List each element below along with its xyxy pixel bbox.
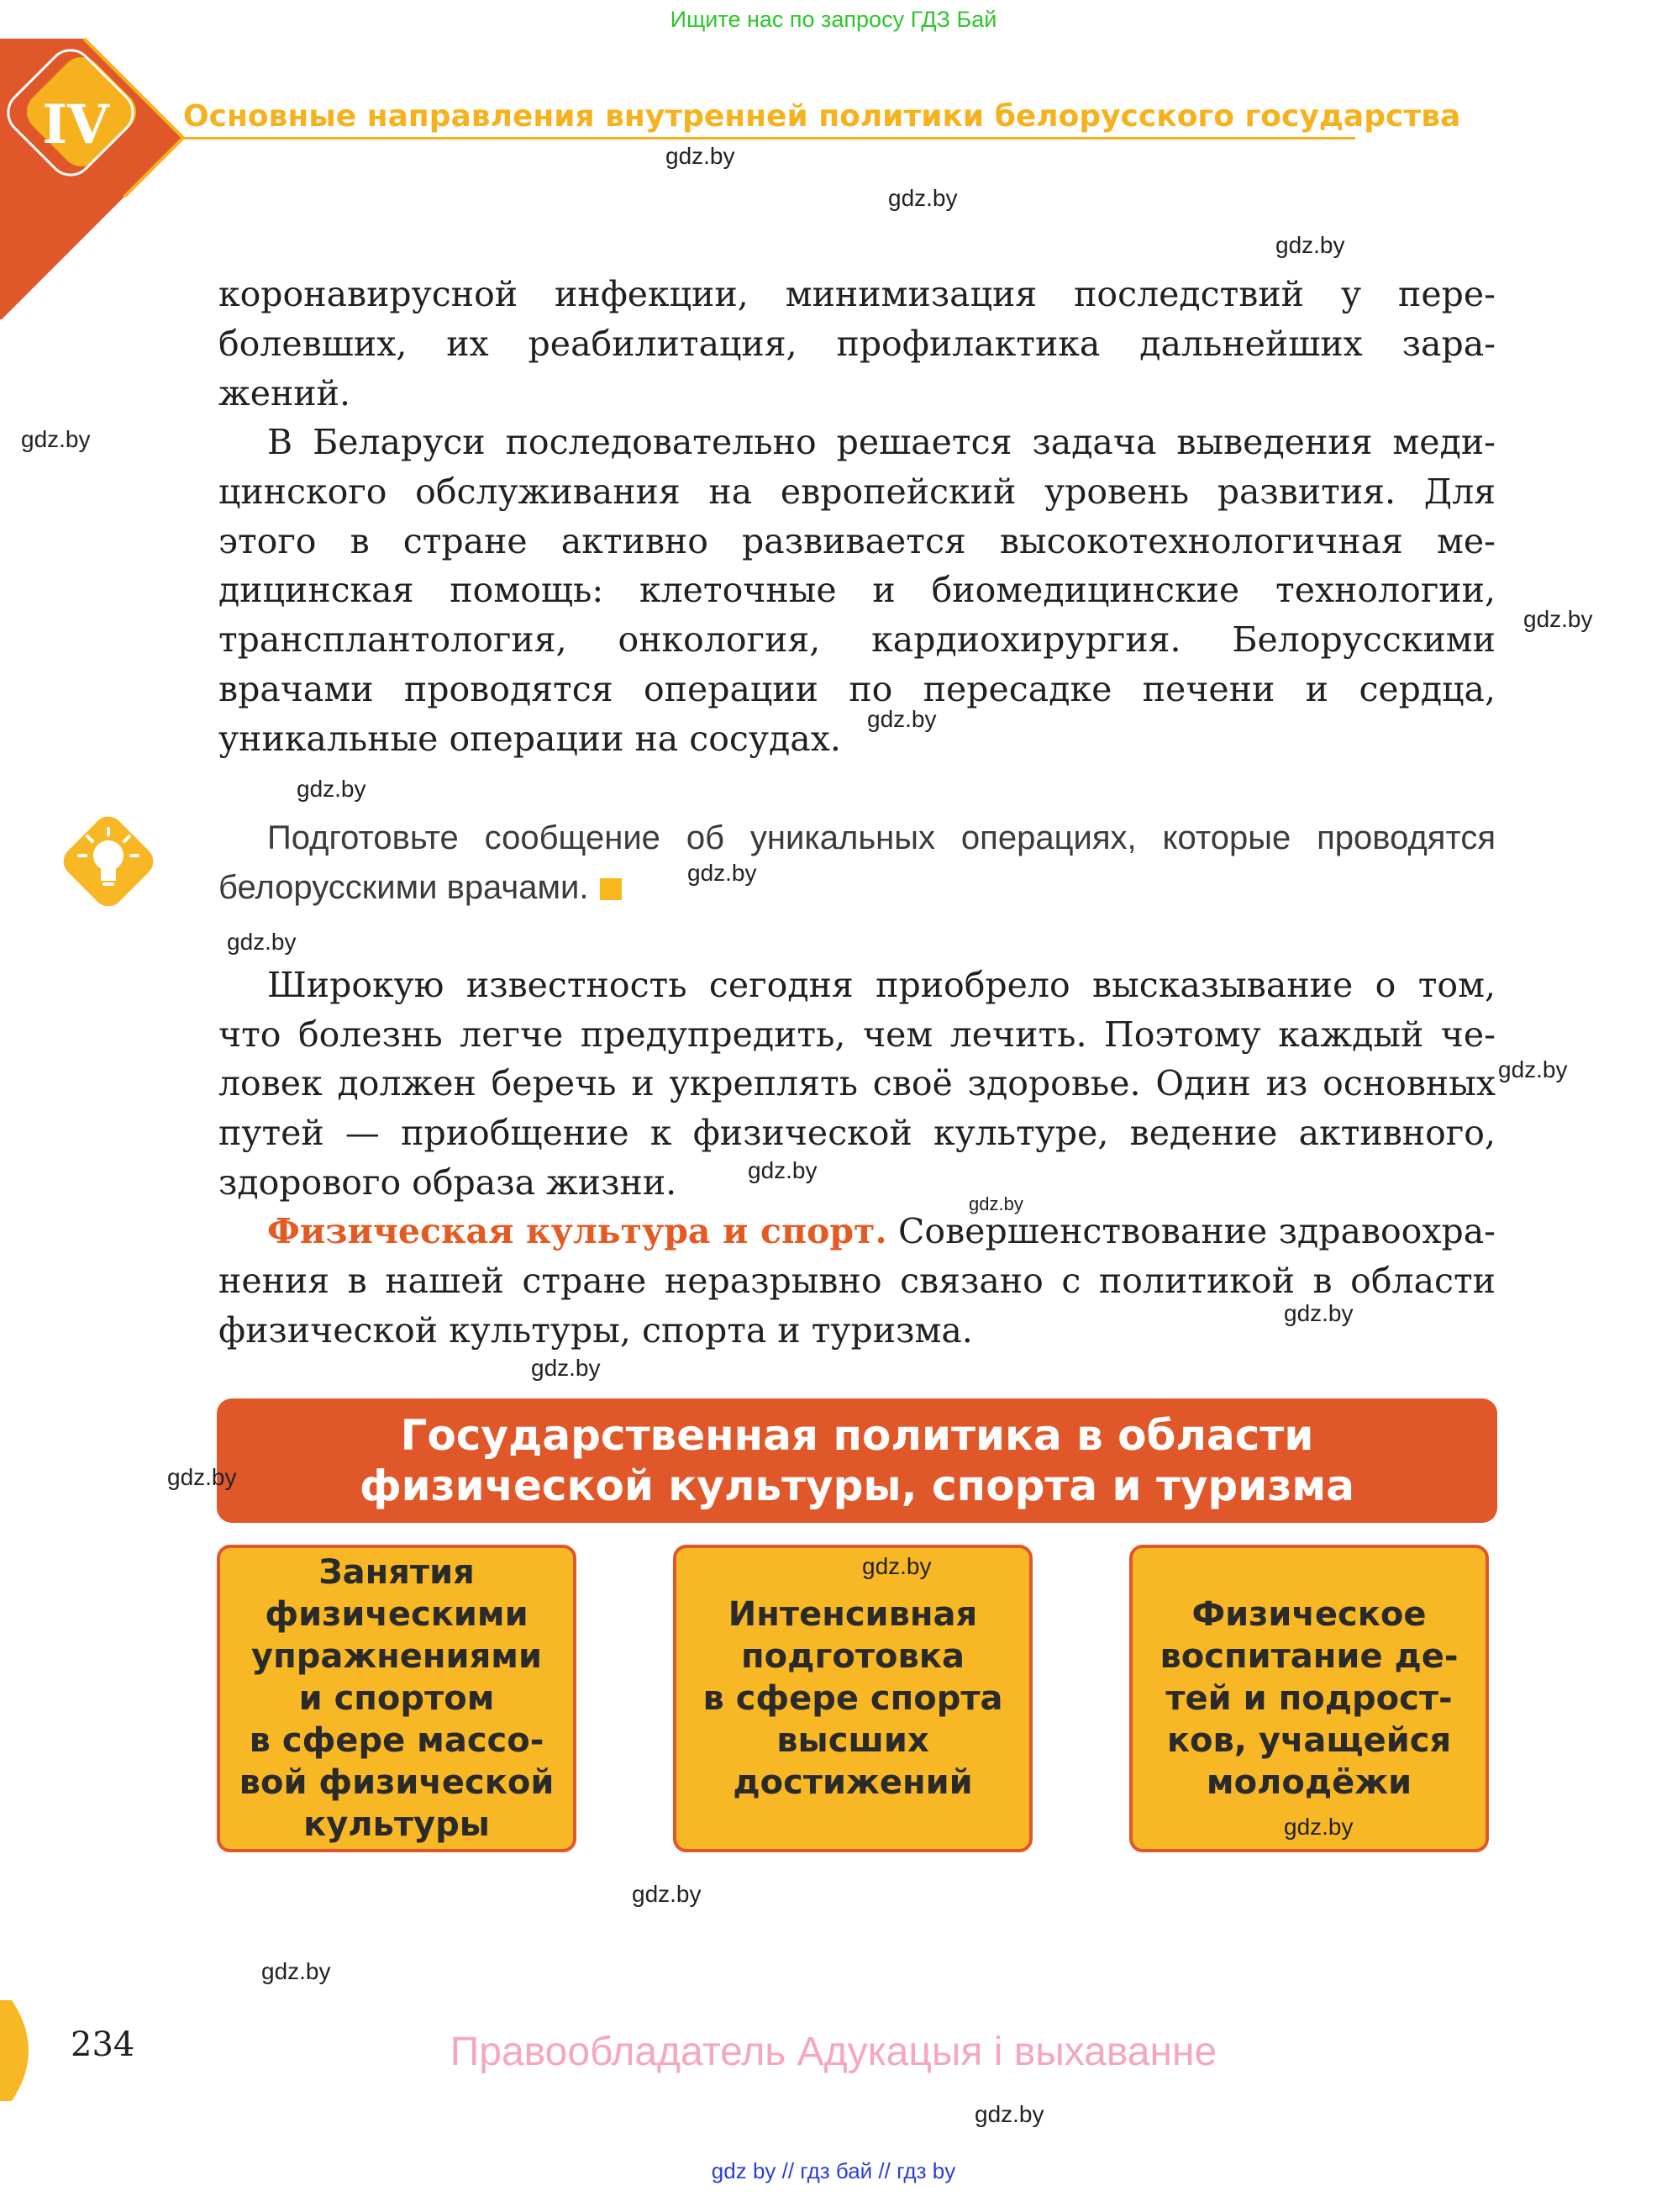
watermark: gdz.by	[867, 706, 937, 732]
body-line: болевших, их реабилитация, профилактика дальнейших зара-	[218, 324, 1496, 364]
body-line: дицинская помощь: клеточные и биомедицинские технологии,	[218, 570, 1496, 610]
task-text-line1: Подготовьте сообщение об уникальных операциях, которые проводятся	[267, 819, 1496, 856]
task-text: белорусскими врачами.	[218, 869, 589, 906]
body-line: нения в нашей стране неразрывно связано с политикой в области	[218, 1261, 1496, 1301]
watermark: gdz.by	[1275, 232, 1345, 258]
watermark: gdz.by	[261, 1958, 331, 1984]
body-line: жений.	[218, 373, 350, 413]
top-banner: Ищите нас по запросу ГДЗ Бай	[670, 7, 997, 32]
watermark: gdz.by	[1284, 1300, 1354, 1326]
watermark: gdz.by	[531, 1355, 601, 1381]
diagram-box-youth-education: Физическое воспитание де- тей и подрост- ков, учащейся молодёжи	[1129, 1545, 1489, 1852]
sport-heading: Физическая культура и спорт.	[267, 1211, 887, 1251]
body-line: трансплантология, онкология, кардиохирургия. Белорусскими	[218, 619, 1496, 660]
diagram-title	[217, 1398, 1497, 1523]
body-line: коронавирусной инфекции, минимизация последствий у пере-	[218, 274, 1496, 314]
watermark: gdz.by	[21, 426, 91, 452]
body-line: путей — приобщение к физической культуре, ведение активного,	[218, 1113, 1496, 1153]
watermark: gdz.by	[748, 1157, 818, 1183]
watermark: gdz.by	[1284, 1814, 1354, 1840]
header-divider	[183, 137, 1355, 140]
task-text-line2	[218, 863, 1496, 913]
watermark: gdz.by	[687, 860, 757, 886]
body-line: Широкую известность сегодня приобрело высказывание о том,	[267, 965, 1496, 1005]
watermark: gdz.by	[969, 1193, 1023, 1214]
chapter-numeral: IV	[42, 93, 109, 156]
body-line: физической культуры, спорта и туризма.	[218, 1310, 973, 1351]
body-line: этого в стране активно развивается высокотехнологичная ме-	[218, 521, 1496, 561]
body-line: здорового образа жизни.	[218, 1162, 677, 1203]
body-line: В Беларуси последовательно решается задача выведения меди-	[267, 422, 1496, 462]
diagram-title-line1: Государственная политика в области	[400, 1411, 1314, 1460]
body-line: цинского обслуживания на европейский уровень развития. Для	[218, 471, 1496, 512]
rights-holder: Правообладатель Адукацыя і выхаванне	[450, 2030, 1217, 2074]
body-line: уникальные операции на сосудах.	[218, 719, 841, 759]
watermark: gdz.by	[888, 185, 958, 211]
watermark: gdz.by	[227, 929, 297, 955]
task-end-marker	[600, 878, 622, 900]
watermark: gdz.by	[862, 1553, 932, 1579]
watermark: gdz.by	[297, 776, 366, 802]
watermark: gdz.by	[167, 1464, 237, 1490]
footer-links[interactable]: gdz by // гдз бай // гдз by	[711, 2158, 956, 2183]
chapter-title: Основные направления внутренней политики белорусского государства	[183, 99, 1461, 134]
watermark: gdz.by	[632, 1881, 702, 1907]
body-line: ловек должен беречь и укреплять своё здоровье. Один из основных	[218, 1063, 1496, 1103]
sport-paragraph-line1	[218, 1207, 1496, 1256]
watermark: gdz.by	[975, 2101, 1044, 2127]
page-number: 234	[71, 2025, 135, 2064]
diagram-box-mass-sport: Занятия физическими упражнениями и спортом в сфере массо- вой физической культуры	[217, 1545, 576, 1852]
lightbulb-icon	[45, 798, 171, 924]
sport-text: Совершенствование здравоохра-	[886, 1211, 1496, 1251]
body-line: врачами проводятся операции по пересадке печени и сердца,	[218, 669, 1496, 709]
body-line: что болезнь легче предупредить, чем лечить. Поэтому каждый че-	[218, 1014, 1496, 1055]
chapter-corner-decoration	[0, 0, 193, 319]
diagram-box-elite-sport: Интенсивная подготовка в сфере спорта высших достижений	[673, 1545, 1033, 1852]
diagram-title-line2: физической культуры, спорта и туризма	[359, 1462, 1355, 1510]
watermark: gdz.by	[1498, 1056, 1568, 1082]
watermark: gdz.by	[1523, 606, 1593, 632]
watermark: gdz.by	[665, 143, 735, 169]
